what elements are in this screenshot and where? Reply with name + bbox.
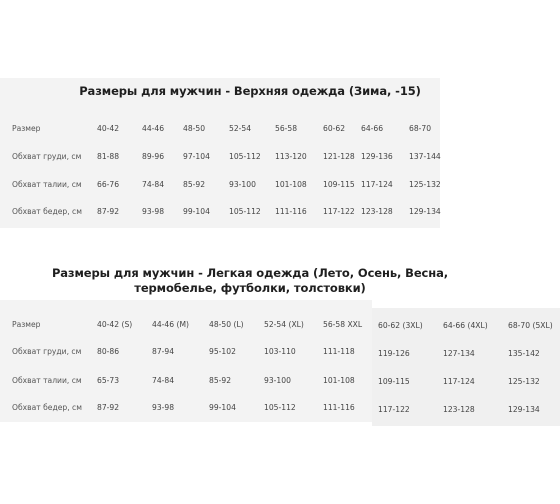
table1-cell: 123-128 bbox=[361, 207, 393, 216]
table1-cell: 93-100 bbox=[229, 180, 256, 189]
table2-cell: 93-100 bbox=[264, 376, 291, 385]
table1-cell: 125-132 bbox=[409, 180, 441, 189]
table1-cell: 60-62 bbox=[323, 124, 346, 133]
table2-cell: 80-86 bbox=[97, 347, 120, 356]
table2-row-label: Размер bbox=[12, 320, 41, 329]
table2-cell: 111-116 bbox=[323, 403, 355, 412]
table1-cell: 48-50 bbox=[183, 124, 206, 133]
table2-cell-right: 109-115 bbox=[378, 377, 410, 386]
table2-cell: 85-92 bbox=[209, 376, 232, 385]
table1-cell: 64-66 bbox=[361, 124, 384, 133]
table1-cell: 66-76 bbox=[97, 180, 120, 189]
table1-cell: 85-92 bbox=[183, 180, 206, 189]
table1-cell: 40-42 bbox=[97, 124, 120, 133]
table2-cell-right: 117-124 bbox=[443, 377, 475, 386]
table1-cell: 89-96 bbox=[142, 152, 165, 161]
table2-cell: 48-50 (L) bbox=[209, 320, 244, 329]
table1-row-label: Обхват бедер, см bbox=[12, 207, 82, 216]
table1-cell: 129-134 bbox=[409, 207, 441, 216]
table2-title-line2: термобелье, футболки, толстовки) bbox=[134, 281, 366, 295]
table2-cell: 52-54 (XL) bbox=[264, 320, 304, 329]
table2-cell: 40-42 (S) bbox=[97, 320, 133, 329]
table2-cell-right: 127-134 bbox=[443, 349, 475, 358]
table2-cell: 111-118 bbox=[323, 347, 355, 356]
table1-title: Размеры для мужчин - Верхняя одежда (Зима, -15) bbox=[79, 84, 421, 98]
table1-cell: 121-128 bbox=[323, 152, 355, 161]
table1-cell: 68-70 bbox=[409, 124, 432, 133]
table2-cell: 95-102 bbox=[209, 347, 236, 356]
table2-cell-right: 60-62 (3XL) bbox=[378, 321, 423, 330]
table1-cell: 113-120 bbox=[275, 152, 307, 161]
table2-cell-right: 119-126 bbox=[378, 349, 410, 358]
table2-cell: 74-84 bbox=[152, 376, 175, 385]
table1-row-label: Размер bbox=[12, 124, 41, 133]
table1-row-label: Обхват груди, см bbox=[12, 152, 82, 161]
table2-cell: 87-94 bbox=[152, 347, 175, 356]
table1-cell: 52-54 bbox=[229, 124, 252, 133]
table2-cell-right: 129-134 bbox=[508, 405, 540, 414]
table1-cell: 44-46 bbox=[142, 124, 165, 133]
table1-cell: 129-136 bbox=[361, 152, 393, 161]
table2-cell-right: 135-142 bbox=[508, 349, 540, 358]
table1-cell: 105-112 bbox=[229, 207, 261, 216]
table1-cell: 56-58 bbox=[275, 124, 298, 133]
table2-cell: 87-92 bbox=[97, 403, 120, 412]
table2-cell: 103-110 bbox=[264, 347, 296, 356]
table2-cell: 101-108 bbox=[323, 376, 355, 385]
table2-cell: 44-46 (M) bbox=[152, 320, 189, 329]
table1-cell: 99-104 bbox=[183, 207, 210, 216]
table1-cell: 137-144 bbox=[409, 152, 441, 161]
table2-row-label: Обхват талии, см bbox=[12, 376, 82, 385]
table2-cell-right: 64-66 (4XL) bbox=[443, 321, 488, 330]
table2-cell-right: 125-132 bbox=[508, 377, 540, 386]
table2-row-label: Обхват бедер, см bbox=[12, 403, 82, 412]
table2-row-label: Обхват груди, см bbox=[12, 347, 82, 356]
table1-cell: 109-115 bbox=[323, 180, 355, 189]
table2-cell: 99-104 bbox=[209, 403, 236, 412]
table2-cell: 56-58 XXL bbox=[323, 320, 363, 329]
table1-cell: 105-112 bbox=[229, 152, 261, 161]
table1-cell: 74-84 bbox=[142, 180, 165, 189]
table1-cell: 97-104 bbox=[183, 152, 210, 161]
table1-cell: 87-92 bbox=[97, 207, 120, 216]
table1-cell: 117-122 bbox=[323, 207, 355, 216]
table1-cell: 81-88 bbox=[97, 152, 120, 161]
table1-row-label: Обхват талии, см bbox=[12, 180, 82, 189]
table1-cell: 117-124 bbox=[361, 180, 393, 189]
table1-cell: 111-116 bbox=[275, 207, 307, 216]
table2-title-line1: Размеры для мужчин - Легкая одежда (Лето, Осень, Весна, bbox=[51, 266, 449, 280]
table2-cell: 105-112 bbox=[264, 403, 296, 412]
table2-cell: 93-98 bbox=[152, 403, 175, 412]
table2-cell: 65-73 bbox=[97, 376, 120, 385]
table2-cell-right: 68-70 (5XL) bbox=[508, 321, 553, 330]
table1-cell: 93-98 bbox=[142, 207, 165, 216]
table2-cell-right: 123-128 bbox=[443, 405, 475, 414]
table1-cell: 101-108 bbox=[275, 180, 307, 189]
table2-cell-right: 117-122 bbox=[378, 405, 410, 414]
